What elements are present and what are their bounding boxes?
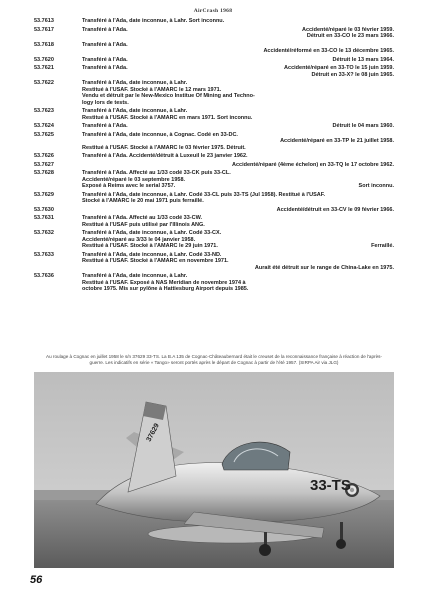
entry-line-left: Transféré à l'Ada, date inconnue, à Lahr. Codé 33-CX. (82, 230, 222, 236)
entry-line-left: octobre 1975. Mis sur pylône à Hattiesburg Airport depuis 1985. (82, 286, 249, 292)
entry-line (82, 162, 394, 169)
entry-line-left: Transféré à l'Ada. (82, 123, 128, 129)
serial-number: 53.7631 (34, 215, 54, 221)
history-entry (34, 123, 394, 130)
history-entry (34, 230, 394, 250)
photo-caption (34, 354, 394, 365)
entry-line-left: Stocké à l'AMARC le 20 mai 1971 puis ferraillé. (82, 198, 204, 204)
entry-line (82, 153, 394, 160)
history-entry (34, 132, 394, 152)
serial-number: 53.7629 (34, 191, 54, 198)
entry-line-right: Sort inconnu. (358, 183, 394, 189)
serial-number: 53.7626 (34, 153, 54, 159)
entry-text (82, 65, 394, 78)
serial-number: 53.7624 (34, 123, 54, 129)
entry-line-right: Aurait été détruit sur le range de China-Lake en 1975. (254, 264, 394, 271)
entry-text (82, 18, 394, 25)
serial-number: 53.7625 (34, 131, 54, 138)
entry-line (82, 18, 394, 25)
entry-line-right: Accidenté/réparé (4ème échelon) en 33-TQ le 17 octobre 1962. (231, 161, 394, 168)
entry-text (82, 162, 394, 169)
entry-line-left: Transféré à l'Ada, date inconnue, à Lahr. (82, 80, 188, 86)
entry-line (82, 115, 394, 122)
entry-text (82, 42, 394, 55)
history-entry (34, 273, 394, 293)
entry-text (82, 215, 394, 228)
entry-line-left: Transféré à l'Ada. (82, 26, 128, 33)
entry-line-left: Transféré à l'Ada, date inconnue, à Lahr. Sort inconnu. (82, 18, 225, 24)
entry-line (82, 286, 394, 293)
entry-text (82, 207, 394, 214)
entry-line-left: Accidenté/réparé au 3/33 le 04 janvier 1958. (82, 236, 196, 243)
history-entry (34, 170, 394, 190)
entry-text (82, 192, 394, 205)
entry-line (82, 222, 394, 229)
entry-line (82, 243, 394, 250)
history-entry (34, 162, 394, 169)
entry-line-left: Transféré à l'Ada. (82, 65, 128, 71)
entry-line (82, 123, 394, 130)
serial-number: 53.7630 (34, 206, 54, 213)
entry-line-left: logy lors de tests. (82, 99, 129, 106)
history-entry (34, 27, 394, 40)
tail-number-text: 37629 (145, 422, 161, 443)
history-entry (34, 18, 394, 25)
history-entry (34, 252, 394, 272)
entry-line-left: Transféré à l'Ada. Affecté au 1/33 codé 33-CW. (82, 215, 203, 221)
entry-line-right: Accidenté/réparé en 33-TP le 21 juillet 1958. (280, 138, 394, 144)
rf84f-thunderflash-image (34, 372, 394, 568)
entry-line-right: Détruit le 04 mars 1960. (332, 123, 394, 129)
serial-number: 53.7613 (34, 18, 54, 24)
entry-text (82, 132, 394, 152)
serial-number: 53.7632 (34, 230, 54, 236)
caption-line: guerre. Les indicatifs en série « Tango» seront portés après le départ de Cognac à partir de l'été 1957. (SIRPA Air via JLG) (89, 359, 339, 365)
aircraft-history-list (34, 18, 394, 295)
entry-line-left: Transféré à l'Ada. (82, 41, 128, 48)
fuselage-code-text: 33-TS (310, 477, 351, 494)
history-entry (34, 192, 394, 205)
entry-line (82, 207, 394, 214)
entry-line-right: Détruit en 33-X? le 08 juin 1965. (311, 71, 394, 78)
caption-line: Au roulage à Cognac en juillet 1958 le s/n 37629 33-TS. La B.A 135 de Cognac-Châteaubernard était le creuset de la reconnaissance française à réaction de l'après- (46, 354, 382, 359)
serial-number: 53.7621 (34, 65, 54, 71)
serial-number: 53.7618 (34, 41, 54, 48)
serial-number: 53.7636 (34, 273, 54, 279)
entry-line (82, 33, 394, 40)
history-entry (34, 42, 394, 55)
entry-line-left: Transféré à l'Ada, date inconnue, à Lahr. (82, 108, 188, 114)
entry-line-right: Accidenté/réparé en 33-TO le 15 juin 1959. (284, 65, 394, 71)
entry-text (82, 108, 394, 121)
serial-number: 53.7623 (34, 108, 54, 114)
serial-number: 53.7622 (34, 80, 54, 86)
aircraft-photo (34, 372, 394, 568)
entry-line-left: Transféré à l'Ada, date inconnue, à Lahr. Codé 33-ND. (82, 251, 222, 258)
entry-line-right: Détruit le 13 mars 1964. (332, 56, 394, 63)
entry-line-right: Accidenté/réparé le 03 février 1959. (301, 26, 394, 33)
entry-text (82, 27, 394, 40)
entry-text (82, 80, 394, 106)
serial-number: 53.7617 (34, 26, 54, 33)
entry-line-left: Restitué à l'USAF puis utilisé par l'Illinois ANG. (82, 221, 205, 228)
entry-line-right: Ferraillé. (371, 243, 394, 249)
entry-line-right: Accidenté/réformé en 33-CO le 13 décembre 1965. (263, 48, 394, 54)
history-entry (34, 153, 394, 160)
entry-line-left: Vendu et détruit par le New-Mexico Institue Of Mining and Techno- (82, 93, 255, 99)
history-entry (34, 215, 394, 228)
entry-line (82, 183, 394, 190)
entry-line (82, 72, 394, 79)
entry-text (82, 273, 394, 293)
entry-line-left: Restitué à l'USAF. Stocké à l'AMARC le 29 juin 1971. (82, 243, 218, 249)
entry-line-left: Restitué à l'USAF. Exposé à NAS Meridian de novembre 1974 à (82, 279, 246, 286)
entry-line-left: Transféré à l'Ada. Accidenté/détruit à Luxeuil le 23 janvier 1962. (82, 153, 248, 159)
entry-line (82, 198, 394, 205)
entry-text (82, 230, 394, 250)
history-entry (34, 65, 394, 78)
entry-line (82, 48, 394, 55)
entry-line-left: Exposé à Reims avec le serial 3757. (82, 183, 176, 189)
entry-text (82, 170, 394, 190)
entry-text (82, 57, 394, 64)
entry-line-left: Restitué à l'USAF. Stocké à l'AMARC en novembre 1971. (82, 258, 229, 264)
entry-line-left: Restitué à l'USAF. Stocké à l'AMARC le 12 mars 1971. (82, 86, 222, 93)
entry-text (82, 123, 394, 130)
history-entry (34, 80, 394, 106)
entry-line (82, 100, 394, 107)
serial-number: 53.7620 (34, 56, 54, 63)
running-header: AirCrash 1968 (193, 8, 233, 14)
entry-line-left: Restitué à l'USAF. Stocké à l'AMARC le 03 février 1975. Détruit. (82, 144, 246, 151)
page-number: 56 (30, 574, 43, 586)
entry-line (82, 145, 394, 152)
entry-line-left: Transféré à l'Ada. (82, 56, 128, 63)
entry-line-left: Transféré à l'Ada, date inconnue, à Lahr. (82, 273, 188, 279)
entry-line-left: Accidenté/réparé le 03 septembre 1958. (82, 176, 186, 183)
history-entry (34, 207, 394, 214)
entry-line (82, 265, 394, 272)
entry-line-left: Transféré à l'Ada, date inconnue, à Cognac. Codé en 33-DC. (82, 131, 238, 138)
entry-line-right: Accidenté/détruit en 33-CV le 09 février 1966. (276, 206, 394, 213)
entry-line (82, 57, 394, 64)
entry-line-left: Restitué à l'USAF. Stocké à l'AMARC en mars 1971. Sort inconnu. (82, 114, 253, 121)
entry-line-left: Transféré à l'Ada, date inconnue, à Lahr. Codé 33-CL puis 33-TS (Jul 1958). Restitué à l'USAF. (82, 191, 326, 198)
entry-line-left: Transféré à l'Ada. Affecté au 1/33 codé 33-CK puis 33-CL. (82, 170, 231, 176)
entry-text (82, 153, 394, 160)
history-entry (34, 108, 394, 121)
entry-text (82, 252, 394, 272)
history-entry (34, 57, 394, 64)
entry-line-right: Détruit en 33-CO le 23 mars 1966. (306, 33, 394, 39)
serial-number: 53.7627 (34, 161, 54, 168)
serial-number: 53.7628 (34, 170, 54, 176)
serial-number: 53.7633 (34, 251, 54, 258)
